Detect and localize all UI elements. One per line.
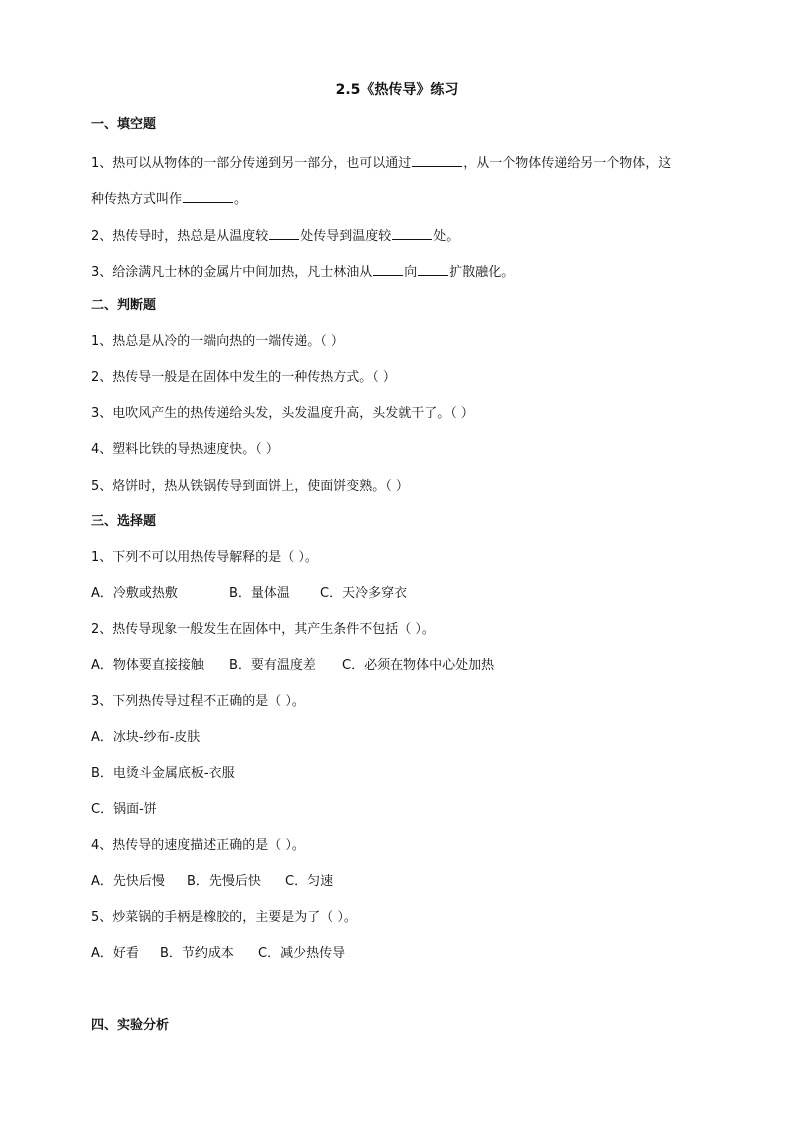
choice-question-3-option-a[interactable]: A．冰块-纱布-皮肤 (91, 730, 201, 745)
option-b[interactable]: B．先慢后快 (187, 874, 261, 889)
option-b[interactable]: B．量体温 (229, 586, 290, 601)
section-heading-judge: 二、判断题 (91, 298, 157, 313)
fill-q1-text-d: 。 (234, 192, 248, 207)
judge-question-1: 1、热总是从冷的一端向热的一端传递。（ ） (91, 334, 344, 349)
option-c[interactable]: C．减少热传导 (258, 946, 346, 961)
fill-q2-text-a: 2、热传导时，热总是从温度较 (91, 229, 269, 244)
choice-question-5-stem: 5、炒菜锅的手柄是橡胶的，主要是为了（ ）。 (91, 910, 357, 925)
fill-q1-text-c: 种传热方式叫作 (91, 192, 183, 207)
fill-q3-text-b: 向 (404, 265, 418, 280)
fill-q3-text-c: 扩散融化。 (449, 265, 515, 280)
answer-blank[interactable] (418, 262, 448, 276)
section-heading-choice: 三、选择题 (91, 514, 157, 529)
page-title: 2.5《热传导》练习 (335, 82, 459, 98)
choice-question-3-option-b[interactable]: B．电烫斗金属底板-衣服 (91, 766, 235, 781)
judge-question-4: 4、塑料比铁的导热速度快。（ ） (91, 442, 279, 457)
choice-question-1-options (91, 585, 407, 603)
fill-question-1-line-1 (91, 153, 671, 173)
judge-question-3: 3、电吹风产生的热传递给头发，头发温度升高，头发就干了。（ ） (91, 406, 474, 421)
fill-q2-text-c: 处。 (433, 229, 460, 244)
answer-blank[interactable] (412, 153, 462, 167)
choice-question-4-options (91, 873, 333, 891)
option-a[interactable]: A．冷敷或热敷 (91, 586, 178, 601)
choice-question-3-stem: 3、下列热传导过程不正确的是（ ）。 (91, 694, 305, 709)
fill-q1-text-b: ，从一个物体传递给另一个物体，这 (463, 156, 672, 171)
answer-blank[interactable] (183, 189, 233, 203)
option-c[interactable]: C．天冷多穿衣 (320, 586, 408, 601)
section-heading-experiment: 四、实验分析 (91, 1018, 170, 1033)
judge-question-2: 2、热传导一般是在固体中发生的一种传热方式。（ ） (91, 370, 396, 385)
answer-blank[interactable] (373, 262, 403, 276)
choice-question-3-option-c[interactable]: C．锅面-饼 (91, 802, 157, 817)
choice-question-2-options (91, 657, 494, 675)
choice-question-4-stem: 4、热传导的速度描述正确的是（ ）。 (91, 838, 305, 853)
fill-q2-text-b: 处传导到温度较 (300, 229, 392, 244)
fill-q1-text-a: 1、热可以从物体的一部分传递到另一部分，也可以通过 (91, 156, 412, 171)
option-b[interactable]: B．要有温度差 (229, 658, 316, 673)
fill-question-3 (91, 262, 514, 282)
choice-question-2-stem: 2、热传导现象一般发生在固体中，其产生条件不包括（ ）。 (91, 622, 435, 637)
option-a[interactable]: A．先快后慢 (91, 874, 165, 889)
answer-blank[interactable] (269, 226, 299, 240)
section-heading-fill: 一、填空题 (91, 117, 157, 132)
fill-question-2 (91, 226, 459, 246)
option-c[interactable]: C．匀速 (285, 874, 334, 889)
option-a[interactable]: A．物体要直接接触 (91, 658, 204, 673)
option-a[interactable]: A．好看 (91, 946, 139, 961)
choice-question-1-stem: 1、下列不可以用热传导解释的是（ ）。 (91, 550, 318, 565)
judge-question-5: 5、烙饼时，热从铁锅传导到面饼上，使面饼变熟。（ ） (91, 479, 409, 494)
fill-q3-text-a: 3、给涂满凡士林的金属片中间加热，凡士林油从 (91, 265, 373, 280)
option-c[interactable]: C．必须在物体中心处加热 (342, 658, 495, 673)
choice-question-5-options (91, 945, 345, 963)
answer-blank[interactable] (392, 226, 432, 240)
option-b[interactable]: B．节约成本 (160, 946, 234, 961)
fill-question-1-line-2 (91, 189, 247, 209)
